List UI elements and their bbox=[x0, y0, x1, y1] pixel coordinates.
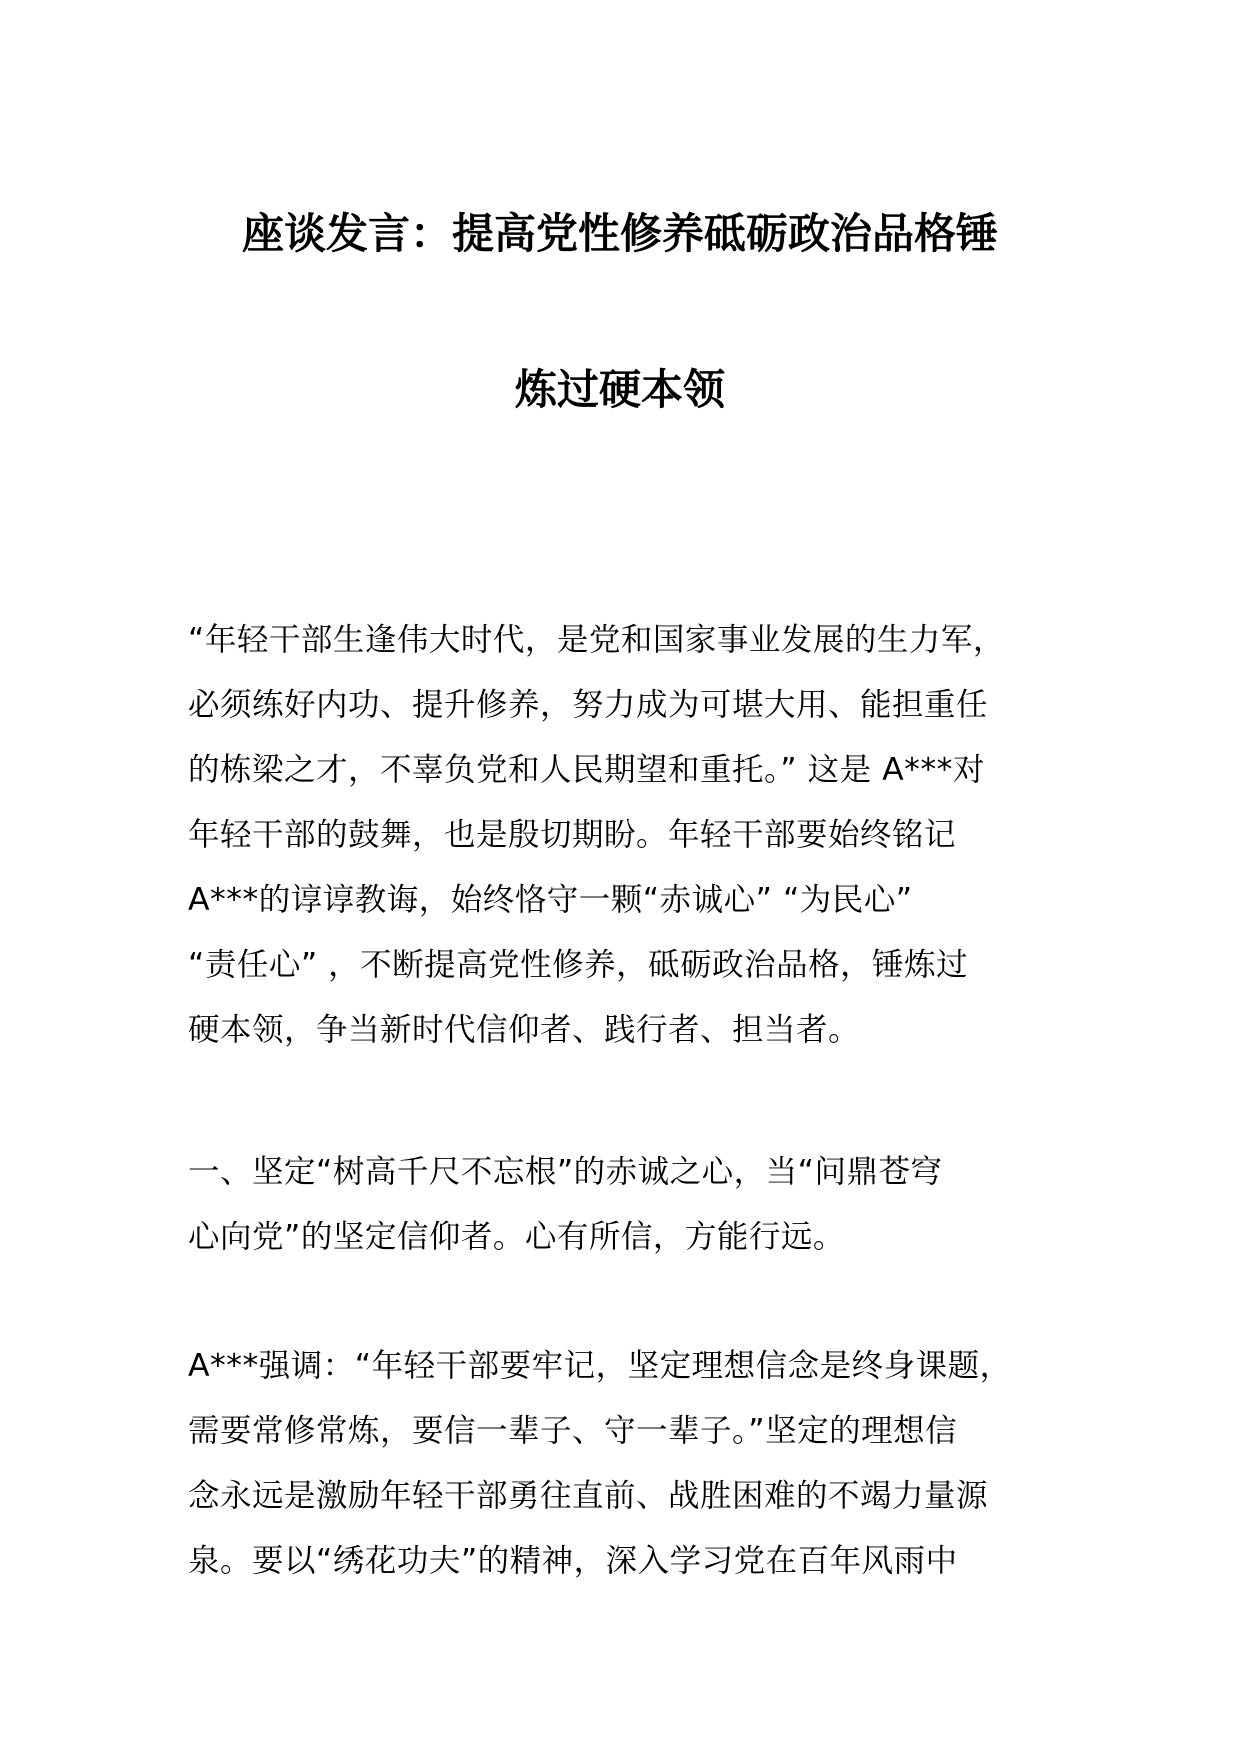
paragraph-line: 一、坚定“树高千尺不忘根”的赤诚之心，当“问鼎苍穹 bbox=[188, 1154, 943, 1190]
paragraph-line: 的栋梁之才，不辜负党和人民期望和重托。” 这是 A***对 bbox=[188, 752, 985, 788]
paragraph-intro bbox=[188, 608, 1088, 1063]
paragraph-line: 泉。要以“绣花功夫”的精神，深入学习党在百年风雨中 bbox=[188, 1543, 958, 1579]
paragraph-line: 年轻干部的鼓舞，也是殷切期盼。年轻干部要始终铭记 bbox=[188, 817, 957, 853]
paragraph-line: 心向党”的坚定信仰者。心有所信，方能行远。 bbox=[188, 1219, 845, 1255]
paragraph-line: 硬本领，争当新时代信仰者、践行者、担当者。 bbox=[188, 1012, 861, 1048]
paragraph-line: “责任心” ，不断提高党性修养，砥砺政治品格，锤炼过 bbox=[188, 947, 969, 983]
paragraph-line: A***的谆谆教诲，始终恪守一颗“赤诚心” “为民心” bbox=[188, 882, 913, 918]
paragraph-line: 念永远是激励年轻干部勇往直前、战胜困难的不竭力量源 bbox=[188, 1478, 989, 1514]
paragraph-line: 必须练好内功、提升修养，努力成为可堪大用、能担重任 bbox=[188, 687, 989, 723]
paragraph-line: “年轻干部生逢伟大时代，是党和国家事业发展的生力军， bbox=[188, 622, 1005, 658]
document-title-line-1: 座谈发言：提高党性修养砥砺政治品格锤 bbox=[241, 209, 998, 258]
paragraph-line: A***强调：“年轻干部要牢记，坚定理想信念是终身课题， bbox=[188, 1348, 1012, 1384]
paragraph-body bbox=[188, 1334, 1088, 1594]
paragraph-line: 需要常修常炼，要信一辈子、守一辈子。”坚定的理想信 bbox=[188, 1413, 958, 1449]
document-title-line-2: 炼过硬本领 bbox=[514, 365, 725, 414]
section-heading-1 bbox=[188, 1140, 1088, 1270]
